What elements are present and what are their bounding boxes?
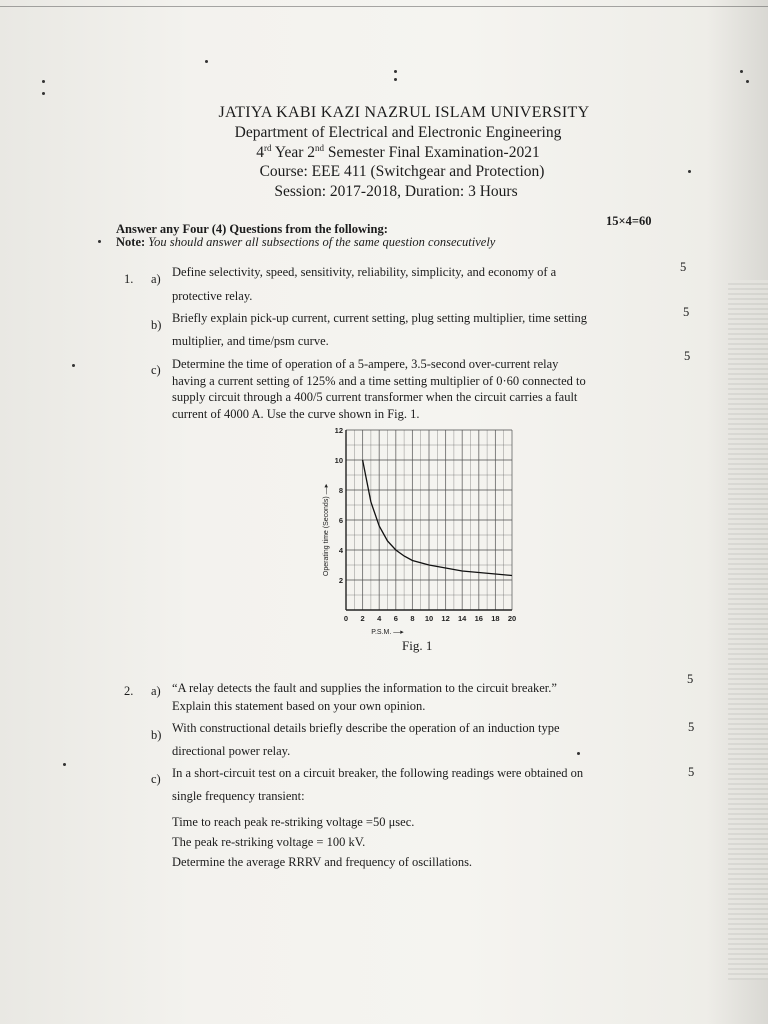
x-tick-label: 6 <box>393 614 398 623</box>
q2-c-text <box>172 765 583 804</box>
note-text: You should answer all subsections of the same question consecutively <box>145 235 496 249</box>
question-1-number: 1. <box>124 272 134 286</box>
q1-c-text <box>172 356 586 422</box>
exam-sem-sup: nd <box>315 143 325 153</box>
department-name: Department of Electrical and Electronic Engineering <box>234 124 562 141</box>
q2-a-label: a) <box>151 684 161 698</box>
q2-a-line2: Explain this statement based on your own opinion. <box>172 698 426 713</box>
q2-c-label: c) <box>151 772 161 786</box>
y-tick-label: 6 <box>338 516 343 525</box>
x-tick-label: 0 <box>343 614 349 623</box>
q1-c-line3: supply circuit through a 400/5 current transformer when the circuit carries a fault <box>172 390 578 404</box>
time-psm-curve-chart <box>316 424 532 640</box>
q2-b-line2: directional power relay. <box>172 743 291 758</box>
scan-edge-noise <box>728 280 768 980</box>
total-marks: 15×4=60 <box>606 214 652 228</box>
q1-c-label: c) <box>151 363 161 377</box>
figure-caption: Fig. 1 <box>402 638 433 653</box>
university-name: JATIYA KABI KAZI NAZRUL ISLAM UNIVERSITY <box>218 104 590 121</box>
exam-rest: Semester Final Examination-2021 <box>324 144 540 162</box>
q2-c-data3: Determine the average RRRV and frequency of oscillations. <box>172 855 473 869</box>
q1-a-line1: Define selectivity, speed, sensitivity, reliability, simplicity, and economy of a <box>172 265 557 279</box>
course-line: Course: EEE 411 (Switchgear and Protection) <box>259 163 545 180</box>
q1-a-label: a) <box>151 272 161 286</box>
question-2-number: 2. <box>124 684 134 698</box>
scan-speck <box>394 78 397 81</box>
y-tick-label: 10 <box>334 456 343 465</box>
q1-b-label: b) <box>151 318 162 332</box>
q2-c-line1: In a short-circuit test on a circuit breaker, the following readings were obtained on <box>172 766 584 780</box>
scan-speck <box>740 70 743 73</box>
x-tick-label: 10 <box>424 614 434 623</box>
x-tick-label: 12 <box>441 614 450 623</box>
exam-title <box>14 143 768 162</box>
x-tick-label: 8 <box>410 614 415 623</box>
scan-speck <box>72 364 75 367</box>
q1-c-line1: Determine the time of operation of a 5-ampere, 3.5-second over-current relay <box>172 357 559 371</box>
q1-b-line1: Briefly explain pick-up current, current setting, plug setting multiplier, time setting <box>172 311 588 325</box>
exam-year: 4 <box>256 144 265 162</box>
q2-a-line1: “A relay detects the fault and supplies the information to the circuit breaker.” <box>172 681 557 695</box>
q2-b-label: b) <box>151 728 162 742</box>
q1-c-marks: 5 <box>684 349 691 363</box>
exam-year-sup: rd <box>264 143 272 153</box>
q2-c-line2: single frequency transient: <box>172 788 305 803</box>
q1-a-text <box>172 264 556 304</box>
scan-speck <box>63 763 66 766</box>
note-label: Note: <box>116 235 146 249</box>
q2-c-data1: Time to reach peak re-striking voltage =50 μsec. <box>172 815 415 829</box>
scan-speck <box>42 80 45 83</box>
q2-b-marks: 5 <box>688 720 695 734</box>
y-axis-label: Operating time (Seconds) —▸ <box>323 483 330 577</box>
x-tick-label: 4 <box>377 614 382 623</box>
y-tick-label: 8 <box>338 486 343 495</box>
exam-sem: Year 2 <box>271 144 316 162</box>
q1-a-marks: 5 <box>680 260 687 274</box>
q1-b-marks: 5 <box>683 305 690 319</box>
y-tick-label: 2 <box>338 576 343 585</box>
scan-speck <box>394 70 397 73</box>
q2-c-data <box>172 812 472 872</box>
x-tick-label: 20 <box>507 614 517 623</box>
y-tick-label: 12 <box>334 426 343 435</box>
q1-b-line2: multiplier, and time/psm curve. <box>172 333 329 348</box>
scan-speck <box>577 752 580 755</box>
x-tick-label: 2 <box>360 614 365 623</box>
instruction-line: Answer any Four (4) Questions from the following: <box>116 222 388 236</box>
scan-speck <box>205 60 208 63</box>
q1-c-line4: current of 4000 A. Use the curve shown in Fig. 1. <box>172 406 420 421</box>
x-tick-label: 16 <box>474 614 483 623</box>
q1-b-text <box>172 310 587 349</box>
x-axis-label: P.S.M. —▸ <box>371 629 404 636</box>
q1-c-line2: having a current setting of 125% and a time setting multiplier of 0·60 connected to <box>172 373 586 388</box>
q2-b-line1: With constructional details briefly describe the operation of an induction type <box>172 721 560 735</box>
scan-speck <box>42 92 45 95</box>
q1-a-line2: protective relay. <box>172 288 253 303</box>
note-line <box>116 235 495 250</box>
q2-b-text <box>172 720 560 759</box>
q2-a-marks: 5 <box>687 672 694 686</box>
x-tick-label: 14 <box>458 614 467 623</box>
scan-speck <box>98 240 101 243</box>
scan-speck <box>746 80 749 83</box>
page-top-line <box>0 6 768 7</box>
session-line: Session: 2017-2018, Duration: 3 Hours <box>274 183 518 200</box>
x-tick-label: 18 <box>491 614 500 623</box>
y-tick-label: 4 <box>338 546 343 555</box>
q2-a-text <box>172 680 557 714</box>
q2-c-marks: 5 <box>688 765 695 779</box>
q2-c-data2: The peak re-striking voltage = 100 kV. <box>172 835 366 849</box>
